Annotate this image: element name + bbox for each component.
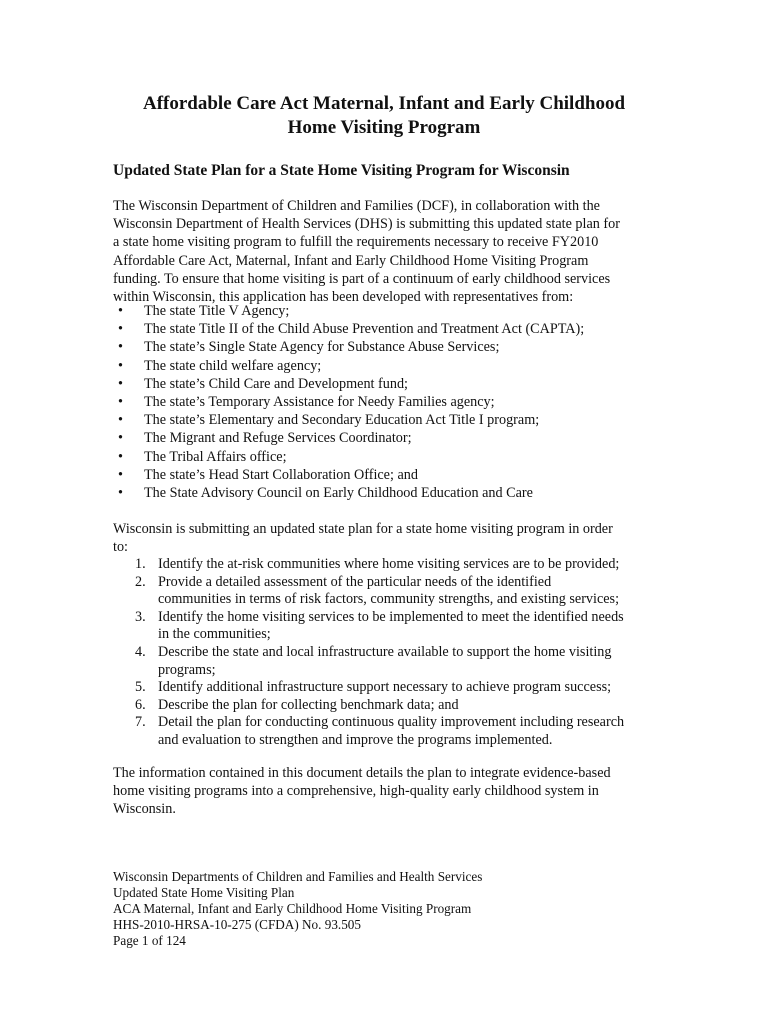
purpose-paragraph	[113, 520, 673, 556]
closing-paragraph	[113, 764, 673, 819]
list-number: 6.	[135, 696, 146, 713]
list-item-text: Describe the state and local infrastructure available to support the home visiting	[158, 643, 612, 660]
list-item	[113, 714, 624, 749]
list-number: 3.	[135, 608, 146, 625]
list-item-text: The Tribal Affairs office;	[144, 448, 287, 465]
list-item-text: Identify the home visiting services to be implemented to meet the identified needs	[158, 608, 624, 625]
representatives-list	[113, 302, 584, 502]
footer-line: HHS-2010-HRSA-10-275 (CFDA) No. 93.505	[113, 917, 361, 933]
list-item-text: Identify additional infrastructure support necessary to achieve program success;	[158, 679, 612, 696]
list-item	[113, 302, 584, 320]
intro-line: Affordable Care Act, Maternal, Infant and Early Childhood Home Visiting Program	[113, 252, 589, 269]
list-item-text: Detail the plan for conducting continuous quality improvement including research	[158, 714, 625, 731]
title-line-2: Home Visiting Program	[287, 117, 481, 138]
list-number: 2.	[135, 573, 146, 590]
intro-line: The Wisconsin Department of Children and Families (DCF), in collaboration with the	[113, 198, 600, 214]
list-item-text: and evaluation to strengthen and improve the programs implemented.	[158, 731, 553, 748]
list-item-text: Describe the plan for collecting benchmark data; and	[158, 696, 459, 713]
bullet-icon: •	[118, 357, 123, 374]
closing-line: home visiting programs into a comprehensive, high-quality early childhood system in	[113, 783, 599, 800]
bullet-icon: •	[118, 412, 123, 429]
bullet-icon: •	[118, 339, 123, 356]
bullet-icon: •	[118, 466, 123, 483]
list-item	[113, 338, 584, 356]
bullet-icon: •	[118, 394, 123, 411]
list-item	[113, 466, 584, 484]
list-item	[113, 375, 584, 393]
page-footer	[113, 869, 482, 949]
list-item	[113, 411, 584, 429]
list-number: 4.	[135, 643, 146, 660]
bullet-icon: •	[118, 430, 123, 447]
list-item-text: The State Advisory Council on Early Childhood Education and Care	[144, 485, 533, 502]
document-subtitle: Updated State Plan for a State Home Visiting Program for Wisconsin	[113, 162, 570, 179]
bullet-icon: •	[118, 375, 123, 392]
bullet-icon: •	[118, 485, 123, 502]
closing-line: The information contained in this document details the plan to integrate evidence-based	[113, 765, 611, 781]
bullet-icon: •	[118, 321, 123, 338]
list-item	[113, 448, 584, 466]
list-item-text: The state’s Head Start Collaboration Office; and	[144, 466, 418, 483]
list-item	[113, 644, 624, 679]
title-line-1: Affordable Care Act Maternal, Infant and Early Childhood	[142, 93, 626, 114]
intro-line: within Wisconsin, this application has been developed with representatives from:	[113, 289, 574, 306]
purpose-line: Wisconsin is submitting an updated state plan for a state home visiting program in order	[113, 521, 613, 537]
list-item-text: The state’s Single State Agency for Substance Abuse Services;	[144, 339, 500, 356]
footer-line: Wisconsin Departments of Children and Families and Health Services	[113, 869, 483, 884]
intro-paragraph	[113, 197, 673, 306]
list-item-text: The state’s Child Care and Development fund;	[144, 375, 408, 392]
list-item	[113, 556, 624, 574]
list-item-text: Provide a detailed assessment of the particular needs of the identified	[158, 573, 552, 590]
intro-line: Wisconsin Department of Health Services (DHS) is submitting this updated state plan for	[113, 216, 620, 233]
list-item-text: The Migrant and Refuge Services Coordinator;	[144, 430, 412, 447]
list-item-text: The state Title II of the Child Abuse Prevention and Treatment Act (CAPTA);	[144, 321, 585, 338]
bullet-icon: •	[118, 448, 123, 465]
list-item-text: The state’s Elementary and Secondary Education Act Title I program;	[144, 412, 540, 429]
bullet-icon: •	[118, 303, 123, 319]
intro-line: funding. To ensure that home visiting is part of a continuum of early childhood services	[113, 270, 611, 287]
list-item	[113, 609, 624, 644]
document-title	[80, 92, 688, 140]
list-item	[113, 484, 584, 502]
list-item	[113, 393, 584, 411]
closing-line: Wisconsin.	[113, 801, 176, 818]
list-item	[113, 357, 584, 375]
list-item	[113, 679, 624, 697]
footer-line: Updated State Home Visiting Plan	[113, 885, 295, 901]
page-number: Page 1 of 124	[113, 933, 186, 949]
list-number: 7.	[135, 714, 146, 731]
list-item	[113, 429, 584, 447]
list-item	[113, 320, 584, 338]
list-item-text: programs;	[158, 661, 216, 678]
list-item-text: communities in terms of risk factors, community strengths, and existing services;	[158, 591, 620, 608]
list-item	[113, 574, 624, 609]
purpose-line: to:	[113, 539, 128, 556]
list-item-text: Identify the at-risk communities where home visiting services are to be provided;	[158, 556, 620, 572]
intro-line: a state home visiting program to fulfill the requirements necessary to receive FY2010	[113, 234, 599, 251]
list-item-text: The state Title V Agency;	[144, 303, 290, 319]
goals-list	[113, 556, 624, 750]
list-item-text: The state child welfare agency;	[144, 357, 322, 374]
list-number: 5.	[135, 679, 146, 696]
footer-line: ACA Maternal, Infant and Early Childhood Home Visiting Program	[113, 901, 472, 917]
list-item	[113, 697, 624, 715]
list-number: 1.	[135, 556, 146, 572]
list-item-text: in the communities;	[158, 626, 271, 643]
list-item-text: The state’s Temporary Assistance for Needy Families agency;	[144, 394, 495, 411]
